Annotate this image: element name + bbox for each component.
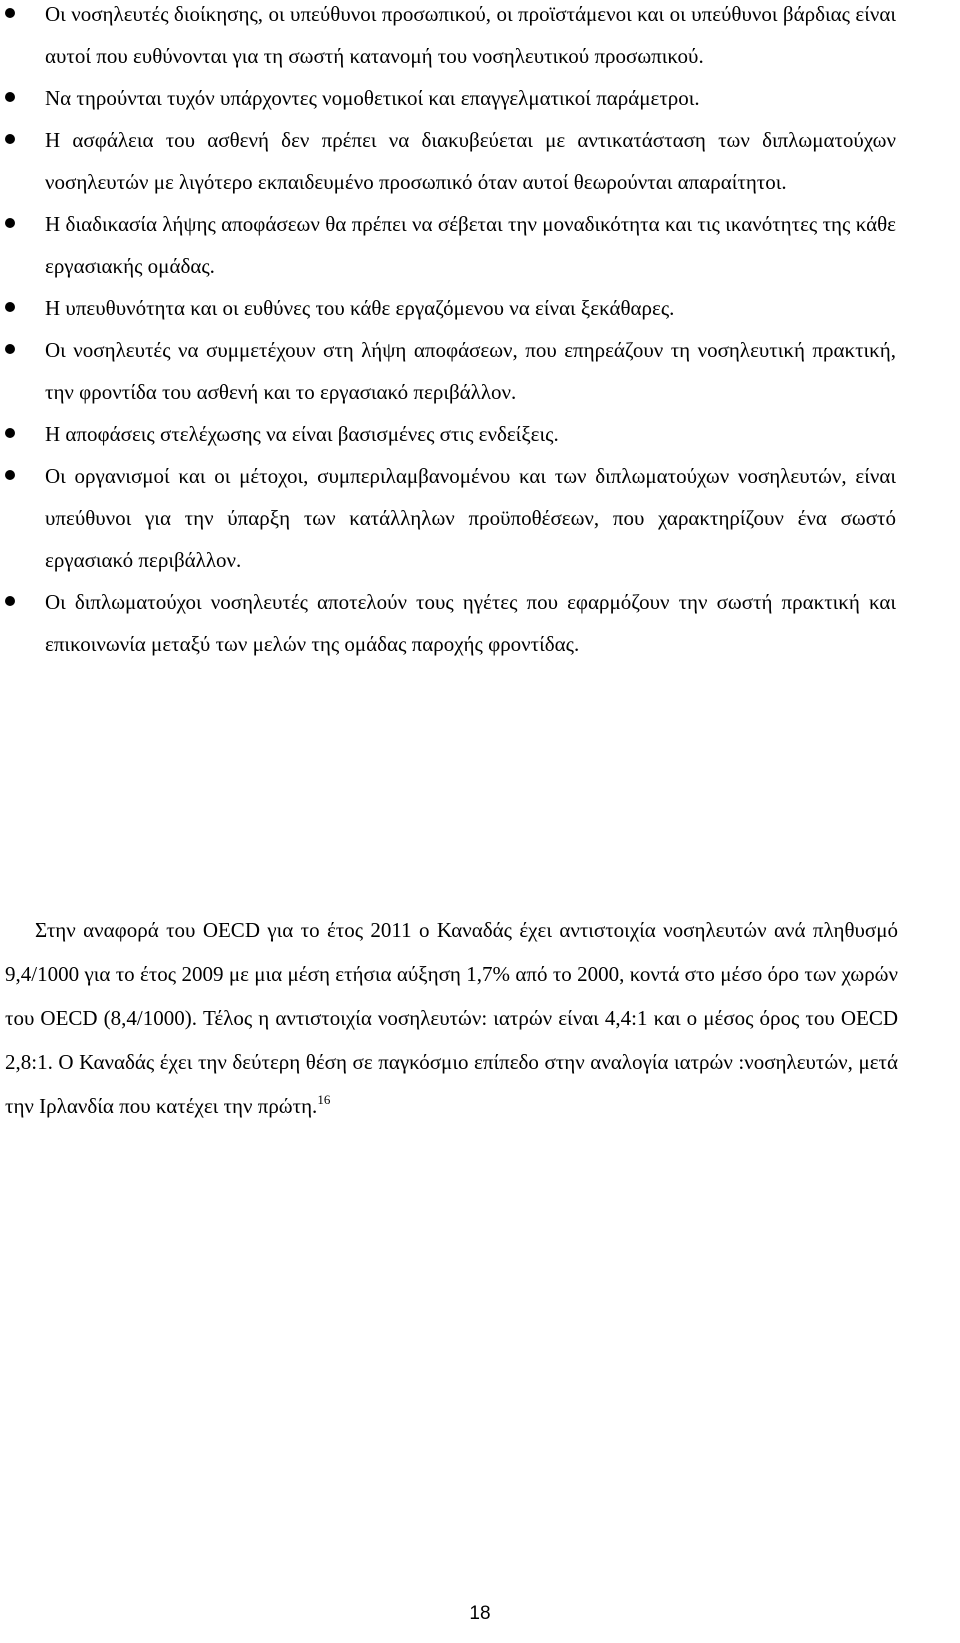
bullet-dot-icon xyxy=(5,302,15,312)
list-item xyxy=(0,77,960,119)
bullet-dot-icon xyxy=(5,92,15,102)
paragraph-text: Στην αναφορά του OECD για το έτος 2011 ο Καναδάς έχει αντιστοιχία νοσηλευτών ανά πληθυσμό 9,4/1000 για το έτος 2009 με μια μέση ετήσια αύξηση 1,7% από το 2000, κοντά στο μέσο όρο των χωρών του OECD (8,4/1000). Τέλος η αντιστοιχία νοσηλευτών: ιατρών είναι 4,4:1 και ο μέσος όρος του OECD 2,8:1. Ο Καναδάς έχει την δεύτερη θέση σε παγκόσμιο επίπεδο στην αναλογία ιατρών :νοσηλευτών, μετά την Ιρλανδία που κατέχει την πρώτη. xyxy=(5,918,898,1118)
list-item-text: Η ασφάλεια του ασθενή δεν πρέπει να διακυβεύεται με αντικατάσταση των διπλωματούχων νοσηλευτών με λιγότερο εκπαιδευμένο προσωπικό όταν αυτοί θεωρούνται απαραίτητοι. xyxy=(45,128,896,194)
bullet-dot-icon xyxy=(5,428,15,438)
list-item xyxy=(0,119,960,203)
list-item xyxy=(0,581,960,665)
list-item xyxy=(0,413,960,455)
body-paragraph xyxy=(5,908,898,1128)
footnote-reference[interactable]: 16 xyxy=(317,1092,331,1107)
list-item-text: Να τηρούνται τυχόν υπάρχοντες νομοθετικοί και επαγγελματικοί παράμετροι. xyxy=(45,86,700,110)
list-item-text: Οι διπλωματούχοι νοσηλευτές αποτελούν τους ηγέτες που εφαρμόζουν την σωστή πρακτική και επικοινωνία μεταξύ των μελών της ομάδας παροχής φροντίδας. xyxy=(45,590,896,656)
list-item-text: Η αποφάσεις στελέχωσης να είναι βασισμένες στις ενδείξεις. xyxy=(45,422,559,446)
list-item xyxy=(0,455,960,581)
list-item xyxy=(0,329,960,413)
bullet-dot-icon xyxy=(5,596,15,606)
list-item-text: Η υπευθυνότητα και οι ευθύνες του κάθε εργαζόμενου να είναι ξεκάθαρες. xyxy=(45,296,675,320)
bullet-dot-icon xyxy=(5,218,15,228)
bullet-dot-icon xyxy=(5,470,15,480)
bullet-list xyxy=(0,0,960,665)
bullet-dot-icon xyxy=(5,344,15,354)
bullet-dot-icon xyxy=(5,134,15,144)
bullet-dot-icon xyxy=(5,8,15,18)
list-item-text: Οι νοσηλευτές διοίκησης, οι υπεύθυνοι προσωπικού, οι προϊστάμενοι και οι υπεύθυνοι βάρδιας είναι αυτοί που ευθύνονται για τη σωστή κατανομή του νοσηλευτικού προσωπικού. xyxy=(45,2,896,68)
list-item-text: Οι νοσηλευτές να συμμετέχουν στη λήψη αποφάσεων, που επηρεάζουν τη νοσηλευτική πρακτική, την φροντίδα του ασθενή και το εργασιακό περιβάλλον. xyxy=(45,338,896,404)
list-item-text: Οι οργανισμοί και οι μέτοχοι, συμπεριλαμβανομένου και των διπλωματούχων νοσηλευτών, είναι υπεύθυνοι για την ύπαρξη των κατάλληλων προϋποθέσεων, που χαρακτηρίζουν ένα σωστό εργασιακό περιβάλλον. xyxy=(45,464,896,572)
list-item xyxy=(0,203,960,287)
list-item xyxy=(0,0,960,77)
list-item xyxy=(0,287,960,329)
page-number: 18 xyxy=(469,1603,491,1624)
list-item-text: Η διαδικασία λήψης αποφάσεων θα πρέπει να σέβεται την μοναδικότητα και τις ικανότητες της κάθε εργασιακής ομάδας. xyxy=(45,212,896,278)
